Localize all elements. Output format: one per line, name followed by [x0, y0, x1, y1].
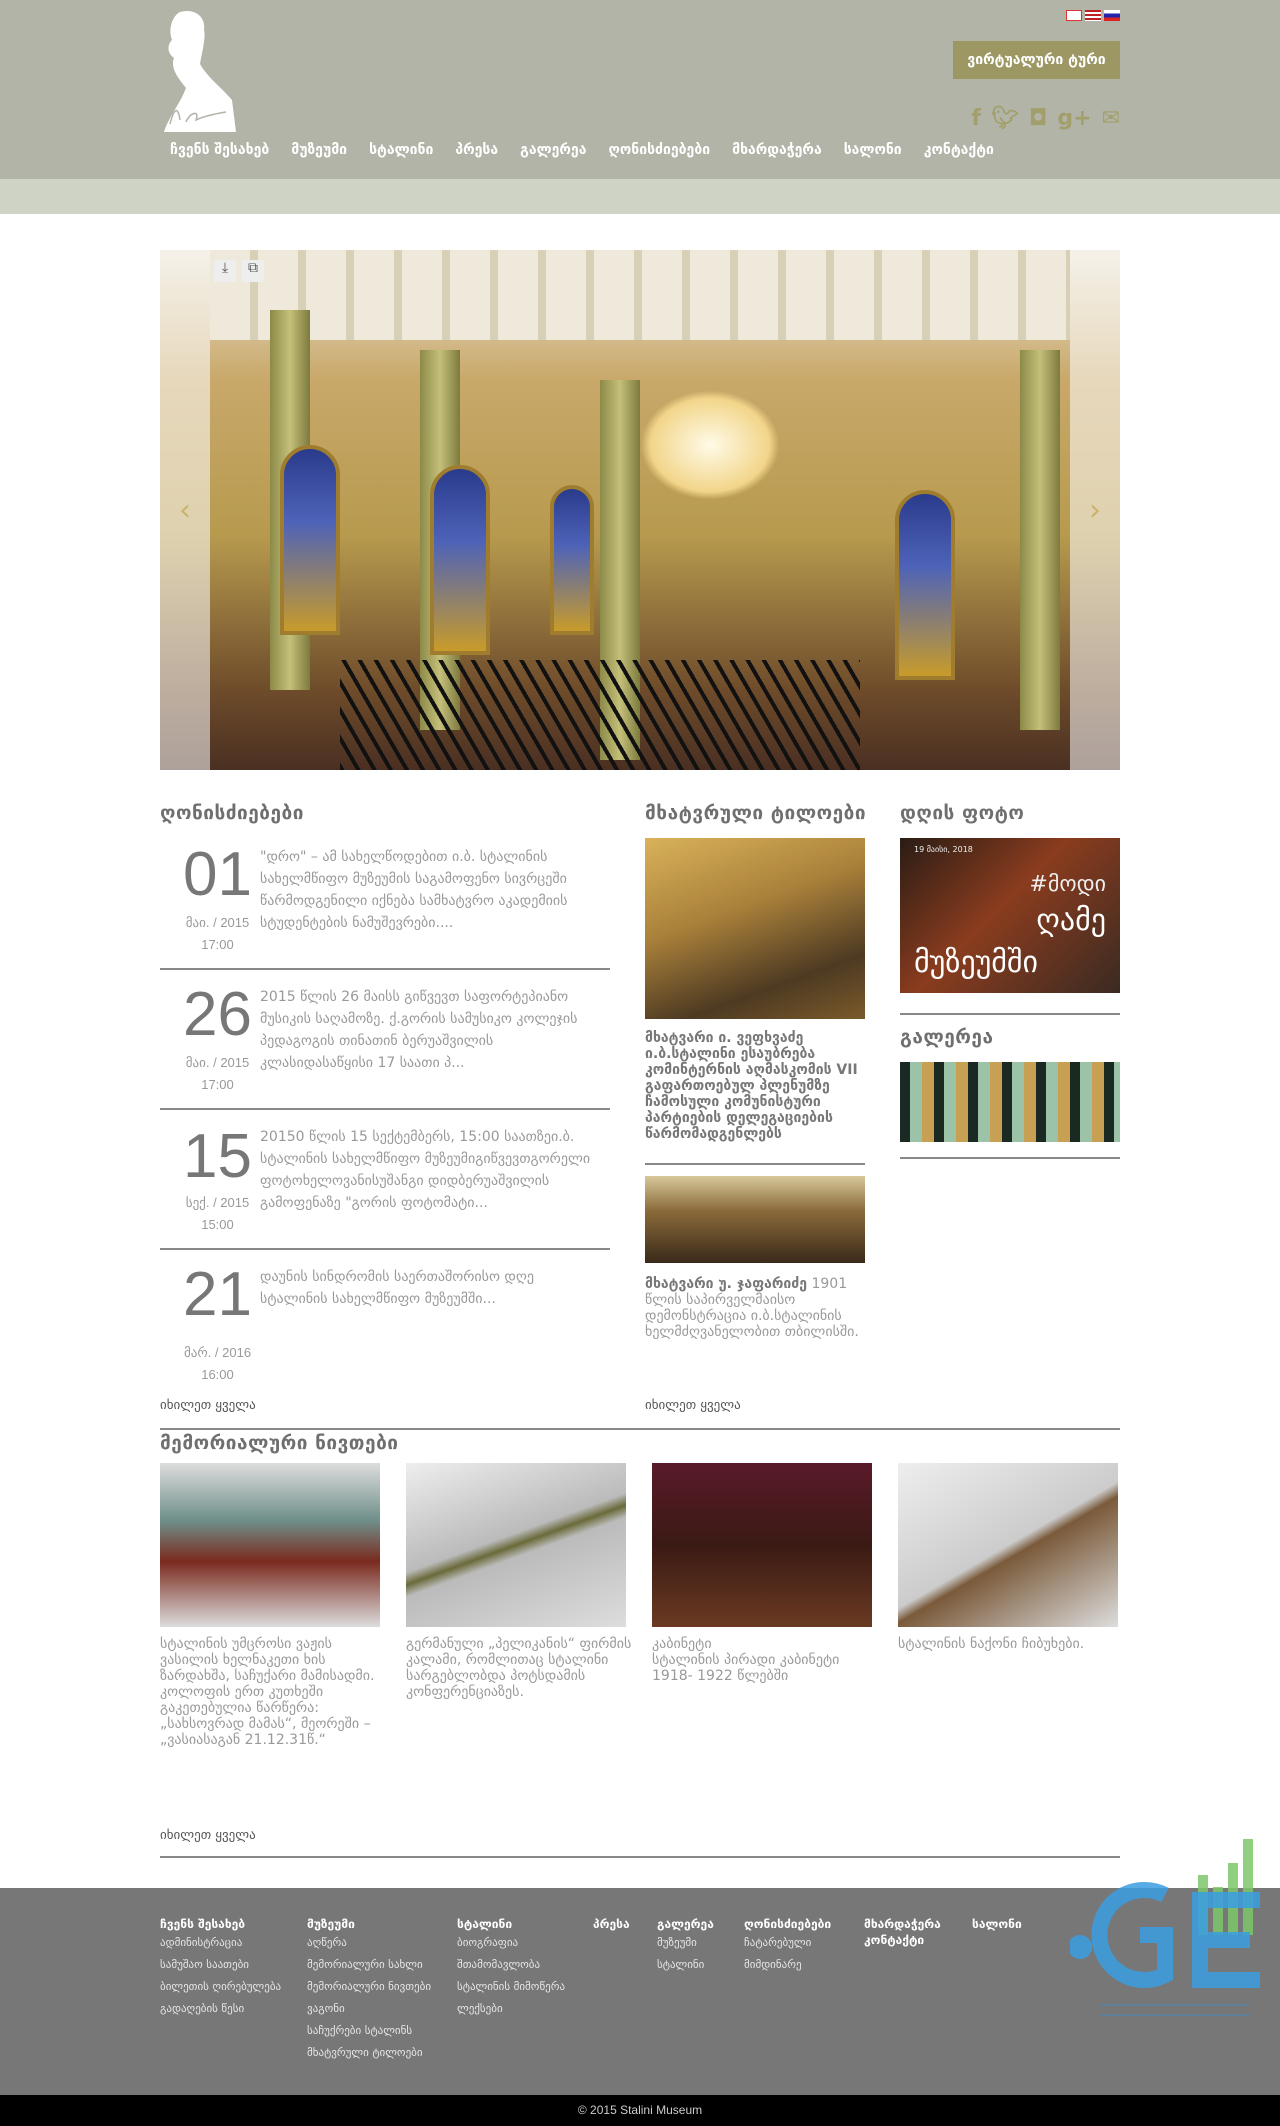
memorial-image[interactable]: [652, 1463, 872, 1627]
footer-link[interactable]: მხატვრული ტილოები: [307, 2046, 423, 2059]
photo-date: 19 მაისი, 2018: [914, 845, 973, 854]
photo-of-day-image[interactable]: [900, 838, 1120, 993]
event-month: მაი. / 2015: [185, 915, 250, 930]
event-month: მარ. / 2016: [183, 1345, 252, 1360]
event-time: 16:00: [201, 1367, 234, 1382]
event-text[interactable]: 2015 წლის 26 მაისს გიწვევთ საფორტეპიანო მუსიკის საღამოზე. ქ.გორის სამუსიკო კოლეჯის პედაგოგის თინათინ ბერუაშვილის კლასიდასაწყისი 17 საათი პ...: [260, 989, 578, 1071]
memorial-title: მემორიალური ნივთები: [160, 1432, 399, 1454]
twitter-icon[interactable]: 🐦︎: [990, 106, 1019, 131]
footer-heading[interactable]: სალონი: [972, 1917, 1022, 1931]
domain-base-watermark: [1070, 1835, 1270, 2025]
copyright: © 2015 Stalini Museum: [0, 2095, 1280, 2126]
footer-link[interactable]: ვაგონი: [307, 2002, 345, 2015]
footer-col-museum: [307, 1916, 431, 2064]
flag-russia-icon[interactable]: [1104, 10, 1120, 21]
footer-link[interactable]: სამუშაო საათები: [160, 1958, 249, 1971]
main-nav: [170, 142, 994, 158]
photo-overlay-text: ღამე: [1036, 903, 1106, 938]
nav-stalin[interactable]: სტალინი: [369, 142, 434, 158]
prev-arrow-icon[interactable]: ‹: [160, 250, 210, 770]
photo-of-day-title: დღის ფოტო: [900, 802, 1025, 824]
painting-description: 1901 წლის საპირველმაისო დემონსტრაცია ი.ბ.სტალინის ხელმძღვანელობით თბილისში.: [645, 1276, 859, 1340]
footer-link[interactable]: ბიოგრაფია: [457, 1936, 519, 1949]
nav-press[interactable]: პრესა: [455, 142, 499, 158]
paintings-see-all-link[interactable]: იხილეთ ყველა: [645, 1398, 741, 1413]
footer-link[interactable]: ლექსები: [457, 2002, 503, 2015]
flag-usa-icon[interactable]: [1085, 10, 1101, 21]
footer-heading[interactable]: მხარდაჭერა: [864, 1917, 941, 1931]
divider: [900, 1013, 1120, 1015]
memorial-image[interactable]: [406, 1463, 626, 1627]
nav-about[interactable]: ჩვენს შესახებ: [170, 142, 270, 158]
footer-heading[interactable]: ღონისძიებები: [744, 1917, 832, 1931]
footer-col-salon: [972, 1916, 1022, 1932]
social-links: [971, 106, 1120, 131]
column: [1020, 350, 1060, 730]
event-item[interactable]: [160, 1110, 610, 1250]
paintings-title: მხატვრული ტილოები: [645, 802, 867, 824]
memorial-caption[interactable]: კაბინეტი სტალინის პირადი კაბინეტი 1918- 1922 წლებში: [652, 1636, 840, 1684]
footer-heading[interactable]: კონტაქტი: [864, 1933, 925, 1947]
nav-salon[interactable]: სალონი: [843, 142, 902, 158]
nav-support[interactable]: მხარდაჭერა: [732, 142, 822, 158]
divider: [645, 1163, 865, 1165]
footer-heading[interactable]: სტალინი: [457, 1917, 513, 1931]
language-switcher: [1066, 10, 1120, 21]
virtual-tour-button[interactable]: ვირტუალური ტური: [953, 41, 1120, 79]
footer-link[interactable]: მემორიალური ნივთები: [307, 1980, 432, 1993]
instagram-icon[interactable]: ◘: [1028, 106, 1048, 131]
nav-events[interactable]: ღონისძიებები: [608, 142, 711, 158]
event-text[interactable]: 20150 წლის 15 სექტემბერს, 15:00 საათზეი.ბ. სტალინის სახელმწიფო მუზეუმიგიწვევთგორელი ფოტოხელოვანისუშანგი დიდბერუაშვილის გამოფენაზე "გორის ფოტომატი...: [260, 1129, 591, 1211]
footer-col-about: [160, 1916, 281, 2020]
footer-link[interactable]: სტალინი: [657, 1958, 705, 1971]
footer-col-stalin: [457, 1916, 565, 2020]
memorial-caption[interactable]: სტალინის ნაქონი ჩიბუხები.: [898, 1636, 1085, 1652]
footer-col-support: [864, 1916, 941, 1948]
image-slider[interactable]: [160, 250, 1120, 770]
event-item[interactable]: [160, 840, 610, 970]
memorial-caption[interactable]: გერმანული „პელიკანის“ ფირმის კალამი, რომლითაც სტალინი სარგებლობდა პოტსდამის კონფერენციაზეს.: [406, 1636, 632, 1700]
footer-link[interactable]: აღწერა: [307, 1936, 347, 1949]
memorial-image[interactable]: [160, 1463, 380, 1627]
divider: [900, 1157, 1120, 1159]
memorial-caption[interactable]: სტალინის უმცროსი ვაჟის ვასილის ხელნაკეთი ხის ზარდახშა, საჩუქარი მამისადმი. კოლოფის ერთ კუთხეში გაკეთებულია წარწერა: „სახსოვრად მამას“, მეორეში – „ვასიასაგან 21.12.31წ.“: [160, 1636, 375, 1748]
external-link-icon[interactable]: ⧉: [242, 260, 264, 282]
event-item[interactable]: [160, 1250, 610, 1380]
event-day: 21: [183, 1260, 252, 1329]
header-band: [0, 179, 1280, 214]
facebook-icon[interactable]: f: [971, 106, 981, 131]
footer-link[interactable]: საჩუქრები სტალინს: [307, 2024, 413, 2037]
event-time: 15:00: [201, 1217, 234, 1232]
painting-caption[interactable]: მხატვარი ი. ვეფხვაძე ი.ბ.სტალინი ესაუბრება კომინტერნის აღმასკომის VII გაფართოებულ პლენუმზე ჩამოსული კომუნისტური პარტიების დელეგაციების წარმომადგენლებს: [645, 1030, 858, 1142]
footer-link[interactable]: მემორიალური სახლი: [307, 1958, 423, 1971]
ceiling-image: [210, 250, 1070, 340]
footer-heading[interactable]: ჩვენს შესახებ: [160, 1917, 246, 1931]
nav-gallery[interactable]: გალერეა: [520, 142, 587, 158]
footer-link[interactable]: ბილეთის ღირებულება: [160, 1980, 282, 1993]
memorial-see-all-link[interactable]: იხილეთ ყველა: [160, 1828, 256, 1843]
next-arrow-icon[interactable]: ›: [1070, 250, 1120, 770]
painting-caption[interactable]: [645, 1276, 865, 1340]
nav-museum[interactable]: მუზეუმი: [291, 142, 348, 158]
event-day: 15: [183, 1122, 252, 1191]
painting-image[interactable]: [645, 838, 865, 1019]
google-plus-icon[interactable]: g+: [1057, 106, 1092, 131]
footer-link[interactable]: სტალინის მიმოწერა: [457, 1980, 566, 1993]
stained-window: [430, 465, 490, 655]
footer-link[interactable]: შთამომავლობა: [457, 1958, 541, 1971]
events-see-all-link[interactable]: იხილეთ ყველა: [160, 1398, 256, 1413]
divider: [160, 1856, 1120, 1858]
event-text[interactable]: დაუნის სინდრომის საერთაშორისო დღე სტალინის სახელმწიფო მუზეუმში...: [260, 1269, 534, 1307]
download-icon[interactable]: ⤓: [214, 260, 236, 282]
balustrade-image: [340, 660, 860, 770]
footer-link[interactable]: მუზეუმი: [657, 1936, 697, 1949]
footer-link[interactable]: მიმდინარე: [744, 1958, 802, 1971]
event-month: მაი. / 2015: [185, 1055, 250, 1070]
footer-link[interactable]: ჩატარებული: [744, 1936, 812, 1949]
photo-overlay-text: მუზეუმში: [914, 945, 1038, 980]
stained-window: [895, 490, 955, 680]
footer-link[interactable]: გადაღების წესი: [160, 2002, 245, 2015]
footer-heading[interactable]: გალერეა: [657, 1917, 714, 1931]
event-month: სექ. / 2015: [185, 1195, 250, 1210]
flag-georgia-icon[interactable]: [1066, 10, 1082, 21]
footer-link[interactable]: ადმინისტრაცია: [160, 1936, 243, 1949]
footer-heading[interactable]: პრესა: [593, 1917, 630, 1931]
footer-heading[interactable]: მუზეუმი: [307, 1917, 355, 1931]
stained-window: [280, 445, 340, 635]
nav-contact[interactable]: კონტაქტი: [923, 142, 994, 158]
gallery-title: გალერეა: [900, 1026, 994, 1048]
event-day: 01: [183, 840, 252, 909]
event-item[interactable]: [160, 970, 610, 1110]
photo-overlay-text: #მოდი: [1029, 872, 1106, 897]
memorial-image[interactable]: [898, 1463, 1118, 1627]
event-text[interactable]: "დრო" – ამ სახელწოდებით ი.ბ. სტალინის სახელმწიფო მუზეუმის საგამოფენო სივრცეში წარმოდგენილი იქნება სამხატვრო აკადემიის სტუდენტების ნამუშევრები....: [260, 849, 568, 931]
footer-col-press: [593, 1916, 630, 1932]
painting-image[interactable]: [645, 1176, 865, 1263]
museum-logo[interactable]: [160, 8, 238, 132]
chandelier-image: [640, 390, 780, 500]
stained-window: [550, 485, 594, 635]
gallery-image[interactable]: [900, 1062, 1120, 1142]
footer-col-gallery: [657, 1916, 714, 1976]
divider: [160, 1428, 1120, 1430]
painting-artist: მხატვარი უ. ჯაფარიძე: [645, 1276, 808, 1292]
event-time: 17:00: [201, 1077, 234, 1092]
mail-icon[interactable]: ✉: [1101, 106, 1120, 131]
event-day: 26: [183, 980, 252, 1049]
events-title: ღონისძიებები: [160, 802, 304, 824]
event-time: 17:00: [201, 937, 234, 952]
footer-col-events: [744, 1916, 831, 1976]
